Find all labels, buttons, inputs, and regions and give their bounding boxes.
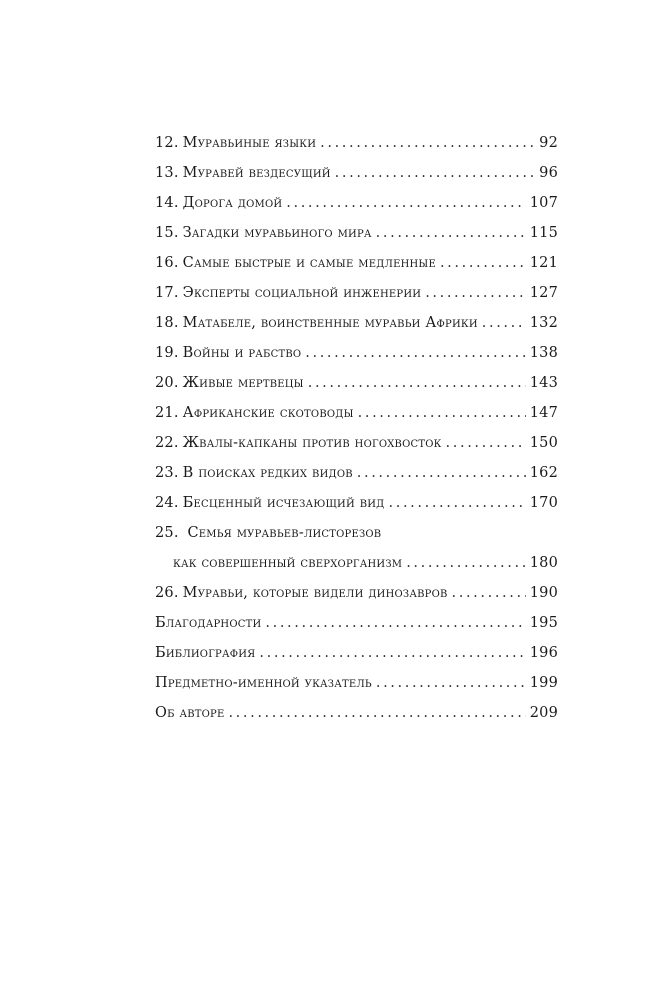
toc-entry-title: Загадки муравьиного мира (182, 225, 372, 241)
toc-entry-line2 (155, 548, 558, 578)
toc-entry-title: Благодарности (155, 615, 262, 631)
toc-entry-page: 121 (529, 255, 558, 271)
toc-entry-title: Дорога домой (182, 195, 283, 211)
toc-entry-number: 21. (155, 405, 179, 421)
toc-entry-page: 147 (529, 405, 558, 421)
dot-leader (425, 278, 526, 308)
toc-entry-number: 25. (155, 525, 179, 541)
toc-entry-number: 20. (155, 375, 179, 391)
toc-entry-title: Матабеле, воинственные муравьи Африки (182, 315, 478, 331)
toc-entry-number: 26. (155, 585, 179, 601)
toc-entry-page: 190 (529, 585, 558, 601)
dot-leader (376, 668, 526, 698)
toc-entry-title: Африканские скотоводы (182, 405, 354, 421)
dot-leader (389, 488, 526, 518)
table-of-contents (155, 128, 558, 728)
toc-entry[interactable] (155, 278, 558, 308)
toc-entry-title: В поисках редких видов (182, 465, 353, 481)
toc-entry-title: Живые мертвецы (182, 375, 304, 391)
toc-entry[interactable] (155, 248, 558, 278)
toc-entry[interactable] (155, 398, 558, 428)
toc-entry[interactable] (155, 428, 558, 458)
dot-leader (376, 218, 526, 248)
toc-entry[interactable] (155, 188, 558, 218)
toc-entry-page: 199 (529, 675, 558, 691)
toc-entry-title: Эксперты социальной инженерии (182, 285, 422, 301)
toc-entry[interactable] (155, 308, 558, 338)
toc-entry-number: 16. (155, 255, 179, 271)
toc-back-matter-entry[interactable] (155, 698, 558, 728)
toc-entry-page: 180 (529, 555, 558, 571)
dot-leader (265, 608, 525, 638)
toc-back-matter-entry[interactable] (155, 668, 558, 698)
toc-entry[interactable] (155, 578, 558, 608)
toc-entry-page: 170 (529, 495, 558, 511)
toc-entry-two-line[interactable] (155, 518, 558, 578)
toc-entry-number: 18. (155, 315, 179, 331)
dot-leader (482, 308, 526, 338)
toc-entry-page: 196 (529, 645, 558, 661)
dot-leader (452, 578, 526, 608)
toc-entry-line1 (155, 518, 558, 548)
toc-entry-page: 96 (539, 165, 558, 181)
toc-entry-number: 15. (155, 225, 179, 241)
toc-entry[interactable] (155, 368, 558, 398)
dot-leader (335, 158, 535, 188)
toc-entry-title: Предметно-именной указатель (155, 675, 372, 691)
toc-entry-title: Жвалы-капканы против ногохвосток (182, 435, 442, 451)
toc-entry-number: 22. (155, 435, 179, 451)
dot-leader (406, 548, 526, 578)
toc-entry-title: Семья муравьев-листорезов (187, 525, 382, 541)
toc-entry[interactable] (155, 488, 558, 518)
toc-entry-page: 195 (529, 615, 558, 631)
toc-entry-title-continuation: как совершенный сверхорганизм (173, 555, 403, 571)
dot-leader (286, 188, 525, 218)
toc-entry-number: 19. (155, 345, 179, 361)
dot-leader (446, 428, 526, 458)
toc-entry-title: Муравей вездесущий (182, 165, 331, 181)
toc-entry-page: 138 (529, 345, 558, 361)
toc-entry-number: 14. (155, 195, 179, 211)
toc-entry-page: 127 (529, 285, 558, 301)
toc-entry-number: 17. (155, 285, 179, 301)
toc-entry-page: 92 (539, 135, 558, 151)
toc-entry-page: 209 (529, 705, 558, 721)
toc-entry-page: 115 (529, 225, 558, 241)
dot-leader (320, 128, 535, 158)
toc-entry-title: Об авторе (155, 705, 225, 721)
toc-entry-title: Муравьиные языки (182, 135, 317, 151)
toc-entry-number: 12. (155, 135, 179, 151)
toc-entry-number: 23. (155, 465, 179, 481)
toc-entry-page: 132 (529, 315, 558, 331)
toc-entry[interactable] (155, 128, 558, 158)
toc-entry-title: Самые быстрые и самые медленные (182, 255, 436, 271)
toc-entry-number: 24. (155, 495, 179, 511)
dot-leader (440, 248, 526, 278)
toc-back-matter-entry[interactable] (155, 608, 558, 638)
dot-leader (358, 398, 526, 428)
toc-entry[interactable] (155, 218, 558, 248)
toc-entry[interactable] (155, 158, 558, 188)
dot-leader (305, 338, 525, 368)
dot-leader (357, 458, 526, 488)
toc-entry-page: 150 (529, 435, 558, 451)
toc-entry-page: 107 (529, 195, 558, 211)
toc-entry-title: Муравьи, которые видели динозавров (182, 585, 448, 601)
dot-leader (308, 368, 526, 398)
dot-leader (228, 698, 525, 728)
toc-entry-title: Библиография (155, 645, 256, 661)
toc-back-matter-entry[interactable] (155, 638, 558, 668)
toc-entry[interactable] (155, 338, 558, 368)
toc-entry-title: Войны и рабство (182, 345, 302, 361)
toc-entry-page: 143 (529, 375, 558, 391)
toc-entry-page: 162 (529, 465, 558, 481)
toc-entry-number: 13. (155, 165, 179, 181)
dot-leader (259, 638, 525, 668)
toc-entry[interactable] (155, 458, 558, 488)
toc-entry-title: Бесценный исчезающий вид (182, 495, 385, 511)
